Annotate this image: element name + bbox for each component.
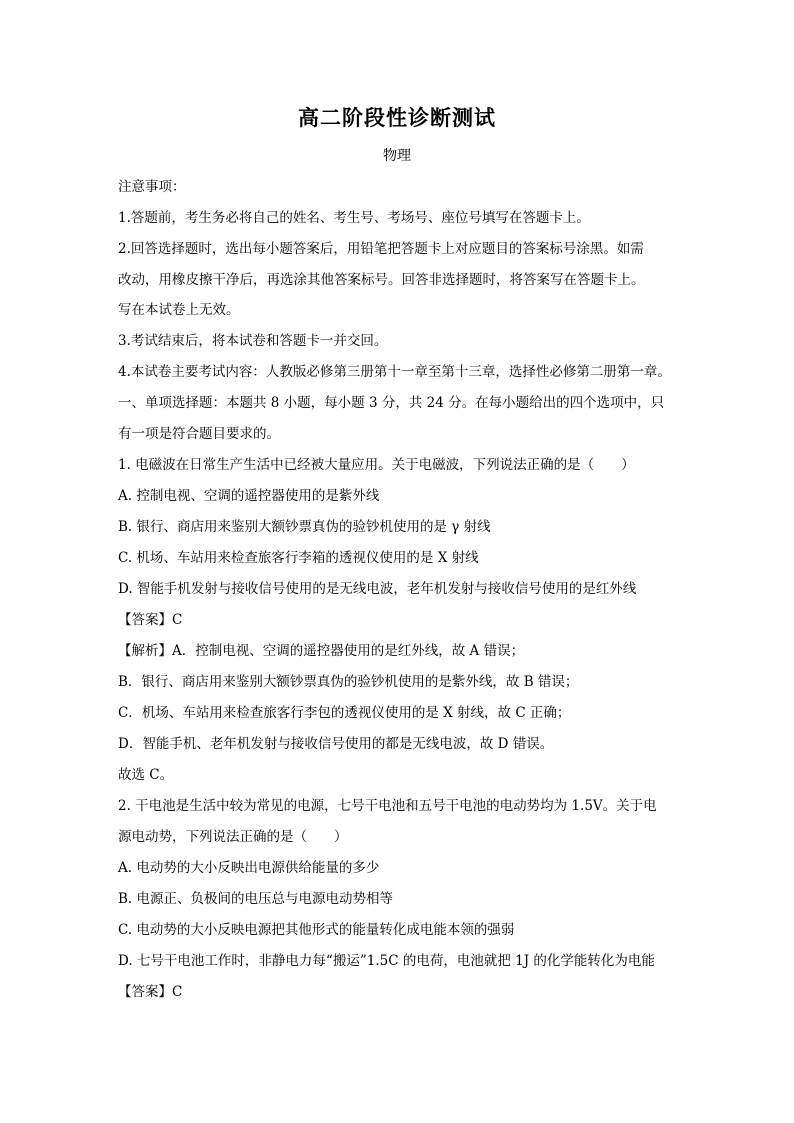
question-1-stem: 1. 电磁波在日常生产生活中已经被大量应用。关于电磁波，下列说法正确的是（ ） [118, 457, 635, 473]
notice-heading: 注意事项： [118, 179, 186, 195]
question-2-option-a: A. 电动势的大小反映出电源供给能量的多少 [118, 860, 380, 876]
question-2-answer: 【答案】C [118, 984, 183, 1000]
notice-item-1: 1.答题前，考生务必将自己的姓名、考生号、考场号、座位号填写在答题卡上。 [118, 210, 590, 226]
question-1-answer: 【答案】C [118, 612, 183, 628]
notice-item-4: 4.本试卷主要考试内容：人教版必修第三册第十一章至第十三章，选择性必修第二册第一章。 [118, 364, 671, 380]
question-1-explanation-a: 【解析】A．控制电视、空调的遥控器使用的是红外线，故 A 错误； [118, 643, 525, 659]
question-2-stem-line-1: 2. 干电池是生活中较为常见的电源，七号干电池和五号干电池的电动势均为 1.5V。关于电 [118, 798, 657, 814]
question-1-option-c: C. 机场、车站用来检查旅客行李箱的透视仪使用的是 X 射线 [118, 550, 479, 566]
notice-item-2-line-2: 改动，用橡皮擦干净后，再选涂其他答案标号。回答非选择题时，将答案写在答题卡上。 [118, 272, 645, 288]
section-heading-line-2: 有一项是符合题目要求的。 [118, 426, 280, 442]
subject-label: 物理 [383, 148, 411, 164]
question-1-conclusion: 故选 C。 [118, 767, 174, 783]
question-2-option-c: C. 电动势的大小反映电源把其他形式的能量转化成电能本领的强弱 [118, 922, 515, 938]
question-1-option-a: A. 控制电视、空调的遥控器使用的是紫外线 [118, 488, 380, 504]
page-title: 高二阶段性诊断测试 [298, 105, 496, 130]
question-2-option-d: D. 七号干电池工作时，非静电力每“搬运”1.5C 的电荷，电池就把 1J 的化学能转化为电能 [118, 953, 655, 969]
question-1-option-d: D. 智能手机发射与接收信号使用的是无线电波，老年机发射与接收信号使用的是红外线 [118, 581, 637, 597]
notice-item-2-line-1: 2.回答选择题时，选出每小题答案后，用铅笔把答题卡上对应题目的答案标号涂黑。如需 [118, 241, 644, 257]
question-1-explanation-b: B．银行、商店用来鉴别大额钞票真伪的验钞机使用的是紫外线，故 B 错误； [118, 674, 579, 690]
notice-item-3: 3.考试结束后，将本试卷和答题卡一并交回。 [118, 333, 388, 349]
question-2-stem-line-2: 源电动势，下列说法正确的是（ ） [118, 829, 348, 845]
question-1-option-b: B. 银行、商店用来鉴别大额钞票真伪的验钞机使用的是 γ 射线 [118, 519, 491, 535]
question-1-explanation-c: C．机场、车站用来检查旅客行李包的透视仪使用的是 X 射线，故 C 正确； [118, 705, 571, 721]
question-1-explanation-d: D．智能手机、老年机发射与接收信号使用的都是无线电波，故 D 错误。 [118, 736, 554, 752]
question-2-option-b: B. 电源正、负极间的电压总与电源电动势相等 [118, 891, 394, 907]
section-heading-line-1: 一、单项选择题：本题共 8 小题，每小题 3 分，共 24 分。在每小题给出的四个选项中，只 [118, 395, 665, 411]
notice-item-2-line-3: 写在本试卷上无效。 [118, 302, 240, 318]
